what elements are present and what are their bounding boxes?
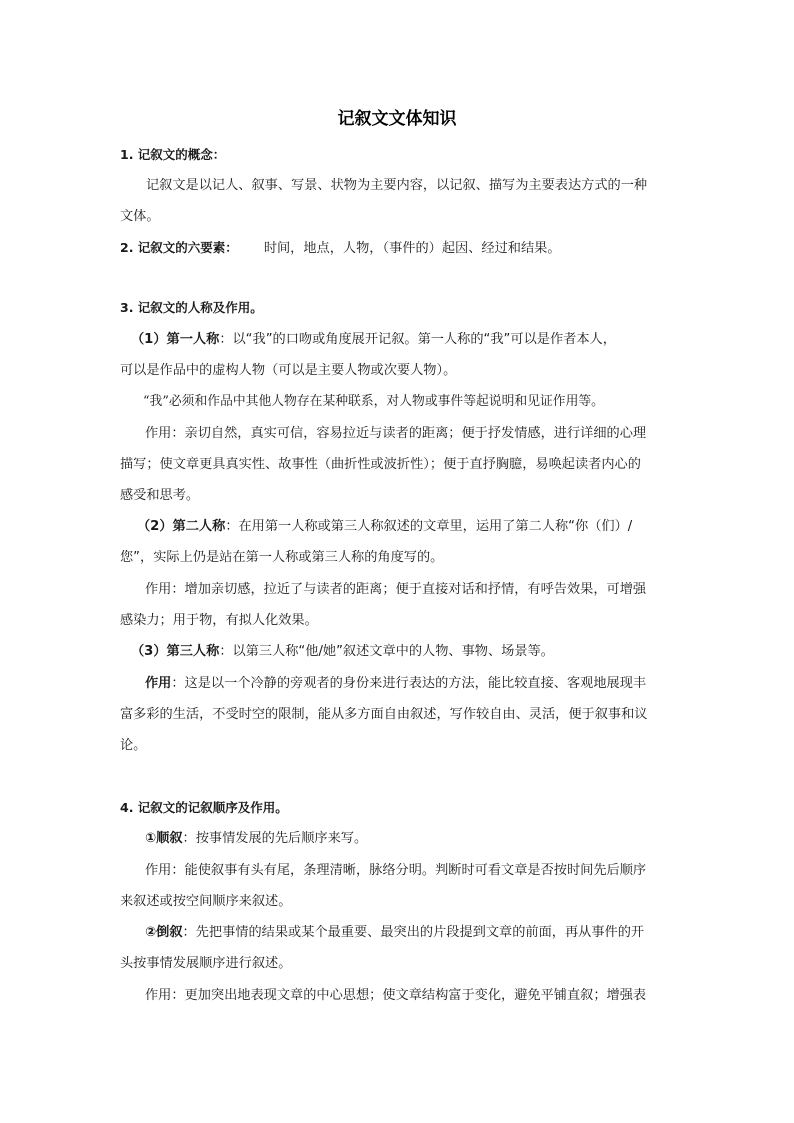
first-person-note: “我”必须和作品中其他人物存在某种联系，对人物或事件等起说明和见证作用等。 (143, 394, 604, 409)
chronological-label: ①顺叙 (145, 831, 183, 846)
second-person-effect-line-1: 作用：增加亲切感，拉近了与读者的距离；便于直接对话和抒情，有呼告效果，可增强 (145, 582, 647, 597)
third-person-text-1: ：以第三人称“他/她”叙述文章中的人物、事物、场景等。 (219, 644, 554, 659)
third-person-line-1 (131, 643, 554, 661)
second-person-effect-line-2: 感染力；用于物，有拟人化效果。 (120, 613, 318, 628)
first-person-line-2: 可以是作品中的虚构人物（可以是主要人物或次要人物）。 (120, 363, 457, 378)
third-person-effect-line-1 (145, 675, 646, 693)
flashback-line-1 (145, 924, 644, 942)
first-person-label: （1）第一人称 (131, 332, 220, 347)
section-2-heading: 2. 记叙文的六要素： (120, 240, 238, 255)
flashback-effect-line-1: 作用：更加突出地表现文章的中心思想；使文章结构富于变化，避免平铺直叙；增强表 (145, 988, 647, 1003)
first-person-effect-line-2: 描写；使文章更具真实性、故事性（曲折性或波折性）；便于直抒胸臆，易唤起读者内心的 (120, 457, 641, 472)
third-person-effect-line-3: 论。 (120, 738, 147, 753)
first-person-effect-line-1: 作用：亲切自然，真实可信，容易拉近与读者的距离；便于抒发情感，进行详细的心理 (145, 426, 647, 441)
first-person-line-1 (131, 331, 616, 349)
chronological-text: ：按事情发展的先后顺序来写。 (182, 831, 368, 846)
document-title: 记叙文文体知识 (337, 109, 457, 129)
chronological-effect-line-2: 来叙述或按空间顺序来叙述。 (120, 894, 292, 909)
flashback-line-2: 头按事情发展顺序进行叙述。 (120, 956, 292, 971)
third-person-effect-label: 作用 (145, 676, 172, 691)
second-person-label: （2）第二人称 (137, 519, 226, 534)
chronological-effect-line-1: 作用：能使叙事有头有尾，条理清晰，脉络分明。判断时可看文章是否按时间先后顺序 (145, 863, 647, 878)
section-1-paragraph-line-2: 文体。 (120, 209, 160, 224)
chronological-line (145, 830, 367, 848)
section-3-heading: 3. 记叙文的人称及作用。 (120, 300, 263, 315)
second-person-line-1 (137, 518, 632, 536)
flashback-label: ②倒叙 (145, 925, 183, 940)
first-person-effect-line-3: 感受和思考。 (120, 488, 200, 503)
third-person-label: （3）第三人称 (131, 644, 220, 659)
section-2-line (120, 239, 561, 257)
section-2-text: 时间，地点，人物，（事件的）起因、经过和结果。 (263, 241, 561, 256)
section-4-heading: 4. 记叙文的记叙顺序及作用。 (120, 800, 288, 815)
second-person-text-1: ：在用第一人称或第三人称叙述的文章里，运用了第二人称“你（们）/ (225, 519, 633, 534)
third-person-effect-text-1: ：这是以一个冷静的旁观者的身份来进行表达的方法，能比较直接、客观地展现丰 (171, 676, 647, 691)
first-person-text-1: ：以“我”的口吻或角度展开记叙。第一人称的“我”可以是作者本人， (219, 332, 616, 347)
section-1-paragraph-line-1: 记叙文是以记人、叙事、写景、状物为主要内容，以记叙、描写为主要表达方式的一种 (146, 178, 648, 193)
section-1-heading: 1. 记叙文的概念： (120, 147, 226, 162)
flashback-text-1: ：先把事情的结果或某个最重要、最突出的片段提到文章的前面，再从事件的开 (182, 925, 645, 940)
third-person-effect-line-2: 富多彩的生活，不受时空的限制，能从多方面自由叙述，写作较自由、灵活，便于叙事和议 (120, 707, 648, 722)
second-person-line-2: 您”，实际上仍是站在第一人称或第三人称的角度写的。 (120, 550, 444, 565)
